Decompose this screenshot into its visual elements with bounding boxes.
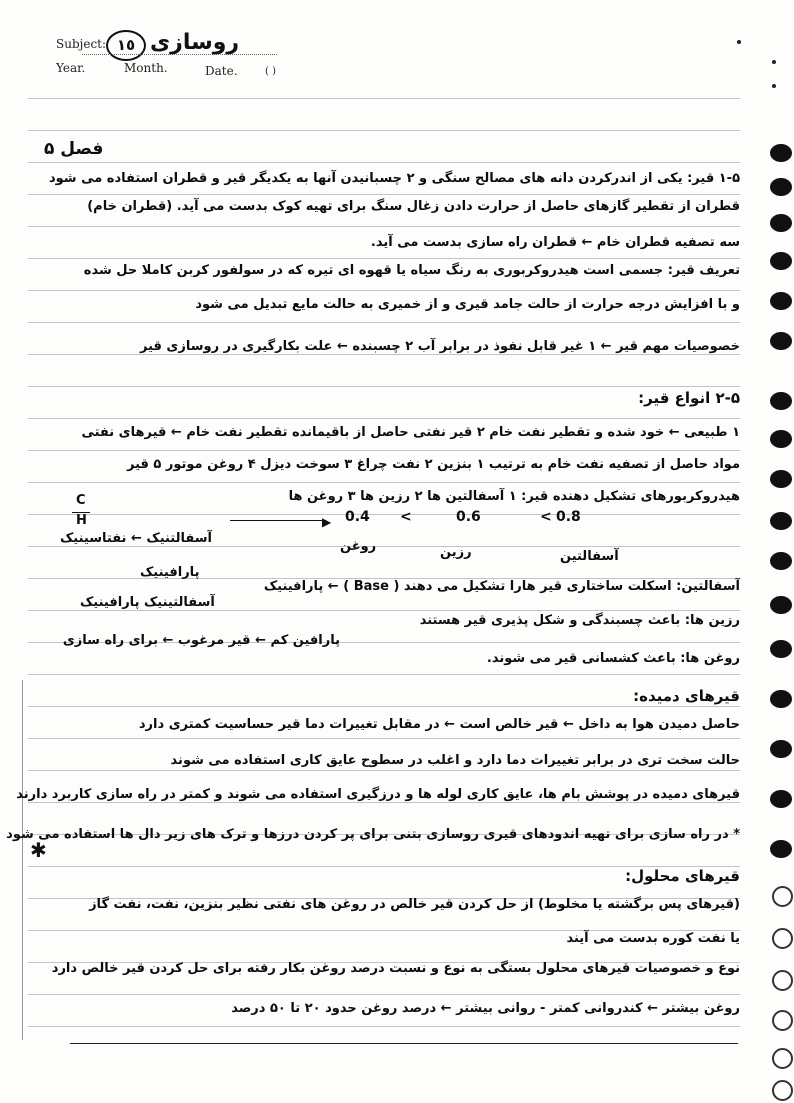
ruled-line xyxy=(28,258,740,259)
binder-hole xyxy=(772,928,793,949)
text-line: هیدروکربورهای تشکیل دهنده قیر: ۱ آسفالتین ها ۲ رزین ها ۳ روغن ها xyxy=(288,489,740,504)
year-label: Year. xyxy=(56,61,86,75)
text-line: رزین ها: باعث چسبندگی و شکل پذیری قیر هستند xyxy=(419,613,740,628)
edge-mark xyxy=(772,84,776,88)
text-line: قیرهای دمیده در پوشش بام ها، عایق کاری لوله ها و درزگیری استفاده می شوند و کمتر در راه سازی کاربرد دارند xyxy=(16,787,740,802)
corner-mark xyxy=(737,40,741,44)
ruled-line xyxy=(28,1026,740,1027)
edge-mark xyxy=(772,60,776,64)
text-line: * در راه سازی برای تهیه اندودهای قیری روسازی بتنی برای پر کردن درزها و ترک های زیر دال ها استفاده می شود xyxy=(6,827,740,842)
ratio-denominator: H xyxy=(76,513,87,528)
text-line: حالت سخت تری در برابر تغییرات دما دارد و اغلب در سطوح عایق کاری استفاده می شوند xyxy=(170,753,740,768)
ruled-line xyxy=(28,482,740,483)
binder-hole xyxy=(770,512,792,530)
ratio-numerator: C xyxy=(76,493,86,508)
binder-hole xyxy=(770,470,792,488)
ruled-line xyxy=(28,706,740,707)
text-line: تعریف قیر: جسمی است هیدروکربوری به رنگ سیاه یا قهوه ای تیره که در سولفور کربن کاملا حل شده xyxy=(83,263,740,278)
side-note: پارافینیک xyxy=(140,565,200,580)
section-title: قیرهای محلول: xyxy=(625,867,740,885)
text-line: ۱-۵ قیر: یکی از اندرکردن دانه های مصالح سنگی و ۲ چسبانیدن آنها به یکدیگر قیر و قطران استفاده می شود xyxy=(48,171,740,186)
subject-underline xyxy=(82,54,277,55)
date-paren: ( ) xyxy=(265,66,276,77)
section-title: ۲-۵ انواع قیر: xyxy=(638,389,740,407)
text-line: مواد حاصل از تصفیه نفت خام به ترتیب ۱ بنزین ۲ نفت چراغ ۳ سوخت دیزل ۴ روغن موتور ۵ قیر xyxy=(126,457,740,472)
binder-hole xyxy=(770,430,792,448)
text-line: یا نفت کوره بدست می آیند xyxy=(566,931,740,946)
binder-hole xyxy=(772,1080,793,1101)
binder-hole xyxy=(770,552,792,570)
binder-hole xyxy=(770,640,792,658)
text-line: سه تصفیه قطران خام ← قطران راه سازی بدست می آید. xyxy=(370,235,740,250)
binder-hole xyxy=(770,790,792,808)
binder-hole xyxy=(770,178,792,196)
text-line: (قیرهای پس برگشته یا مخلوط) از حل کردن قیر خالص در روغن های نفتی نظیر بنزین، نفت، نفت گاز xyxy=(89,897,740,912)
text-line: روغن بیشتر ← کندروانی کمتر - روانی بیشتر ← درصد روغن حدود ۲۰ تا ۵۰ درصد xyxy=(231,1001,740,1016)
binder-hole xyxy=(772,886,793,907)
binder-hole xyxy=(770,690,792,708)
binder-hole xyxy=(770,596,792,614)
text-line: ۱ طبیعی ← خود شده و تقطیر نفت خام ۲ قیر نفتی حاصل از باقیمانده تقطیر نفت خام ← قیرهای نفتی xyxy=(81,425,740,440)
ruled-line xyxy=(28,386,740,387)
side-note: آسفالتینیک پارافینیک xyxy=(80,595,215,610)
asterisk-icon: ✱ xyxy=(30,838,47,862)
date-label: Date. xyxy=(205,64,238,78)
binder-hole xyxy=(770,392,792,410)
text-line: حاصل دمیدن هوا به داخل ← قیر خالص است ← در مقابل تغییرات دما قیر حساسیت کمتری دارد xyxy=(138,717,740,732)
text-line: نوع و خصوصیات قیرهای محلول بستگی به نوع و نسبت درصد روغن بکار رفته برای حل کردن قیر خالص دارد xyxy=(51,961,740,976)
bottom-rule xyxy=(70,1043,738,1044)
text-line: آسفالتین: اسکلت ساختاری قیر هارا تشکیل می دهند ( Base ) ← پارافینیک xyxy=(263,579,740,594)
text-line: قطران از تقطیر گازهای حاصل از حرارت دادن زغال سنگ برای تهیه کوک بدست می آید. (قطران خام) xyxy=(87,199,740,214)
ruled-line xyxy=(28,674,740,675)
binder-hole xyxy=(772,1010,793,1031)
binder-hole xyxy=(770,292,792,310)
ruled-line xyxy=(28,226,740,227)
binder-hole xyxy=(770,144,792,162)
margin-line xyxy=(22,680,23,1040)
ruled-line xyxy=(28,162,740,163)
ruled-line xyxy=(28,322,740,323)
binder-hole xyxy=(770,740,792,758)
text-line: و با افزایش درجه حرارت از حالت جامد قیری و از خمیری به حالت مایع تبدیل می شود xyxy=(195,297,740,312)
subject-number: ١٥ xyxy=(106,30,146,61)
text-line: خصوصیات مهم قیر ← ۱ غیر قابل نفوذ در برابر آب ۲ چسبنده ← علت بکارگیری در روسازی قیر xyxy=(140,339,740,354)
ratio-value-3: 0.8 xyxy=(556,509,581,525)
side-note: آسفالتنیک ← نفتاسینیک xyxy=(60,531,212,546)
ratio-arrow xyxy=(230,520,326,521)
binder-hole xyxy=(772,970,793,991)
binder-hole xyxy=(772,1048,793,1069)
ruled-line xyxy=(28,994,740,995)
binder-hole xyxy=(770,840,792,858)
text-line: پارافین کم ← قیر مرغوب ← برای راه سازی xyxy=(62,633,340,648)
arrow-head-icon: ▶ xyxy=(322,515,332,529)
ratio-label-resin: رزین xyxy=(440,545,472,560)
subject-text: روسازی xyxy=(150,30,240,55)
ruled-line xyxy=(28,450,740,451)
ratio-value-1: 0.4 xyxy=(345,509,370,525)
binder-hole xyxy=(770,332,792,350)
ruled-line xyxy=(28,290,740,291)
ruled-line xyxy=(28,130,740,131)
binder-hole xyxy=(770,252,792,270)
chapter-title: فصل ۵ xyxy=(44,139,104,159)
ratio-value-2: 0.6 xyxy=(456,509,481,525)
binder-hole xyxy=(770,214,792,232)
ratio-label-oil: روغن xyxy=(340,539,377,554)
section-title: قیرهای دمیده: xyxy=(633,687,740,705)
ruled-line xyxy=(28,418,740,419)
ruled-line xyxy=(28,98,740,99)
text-line: روغن ها: باعث کشسانی قیر می شوند. xyxy=(486,651,740,666)
ratio-label-asphaltene: آسفالتین xyxy=(560,549,619,564)
ratio-symbol-1: < xyxy=(400,509,412,525)
ruled-line xyxy=(28,514,740,515)
month-label: Month. xyxy=(124,61,168,75)
ratio-symbol-2: < xyxy=(540,509,552,525)
ruled-line xyxy=(28,194,740,195)
ruled-line xyxy=(28,738,740,739)
subject-label: Subject: xyxy=(56,37,107,51)
ruled-line xyxy=(28,770,740,771)
